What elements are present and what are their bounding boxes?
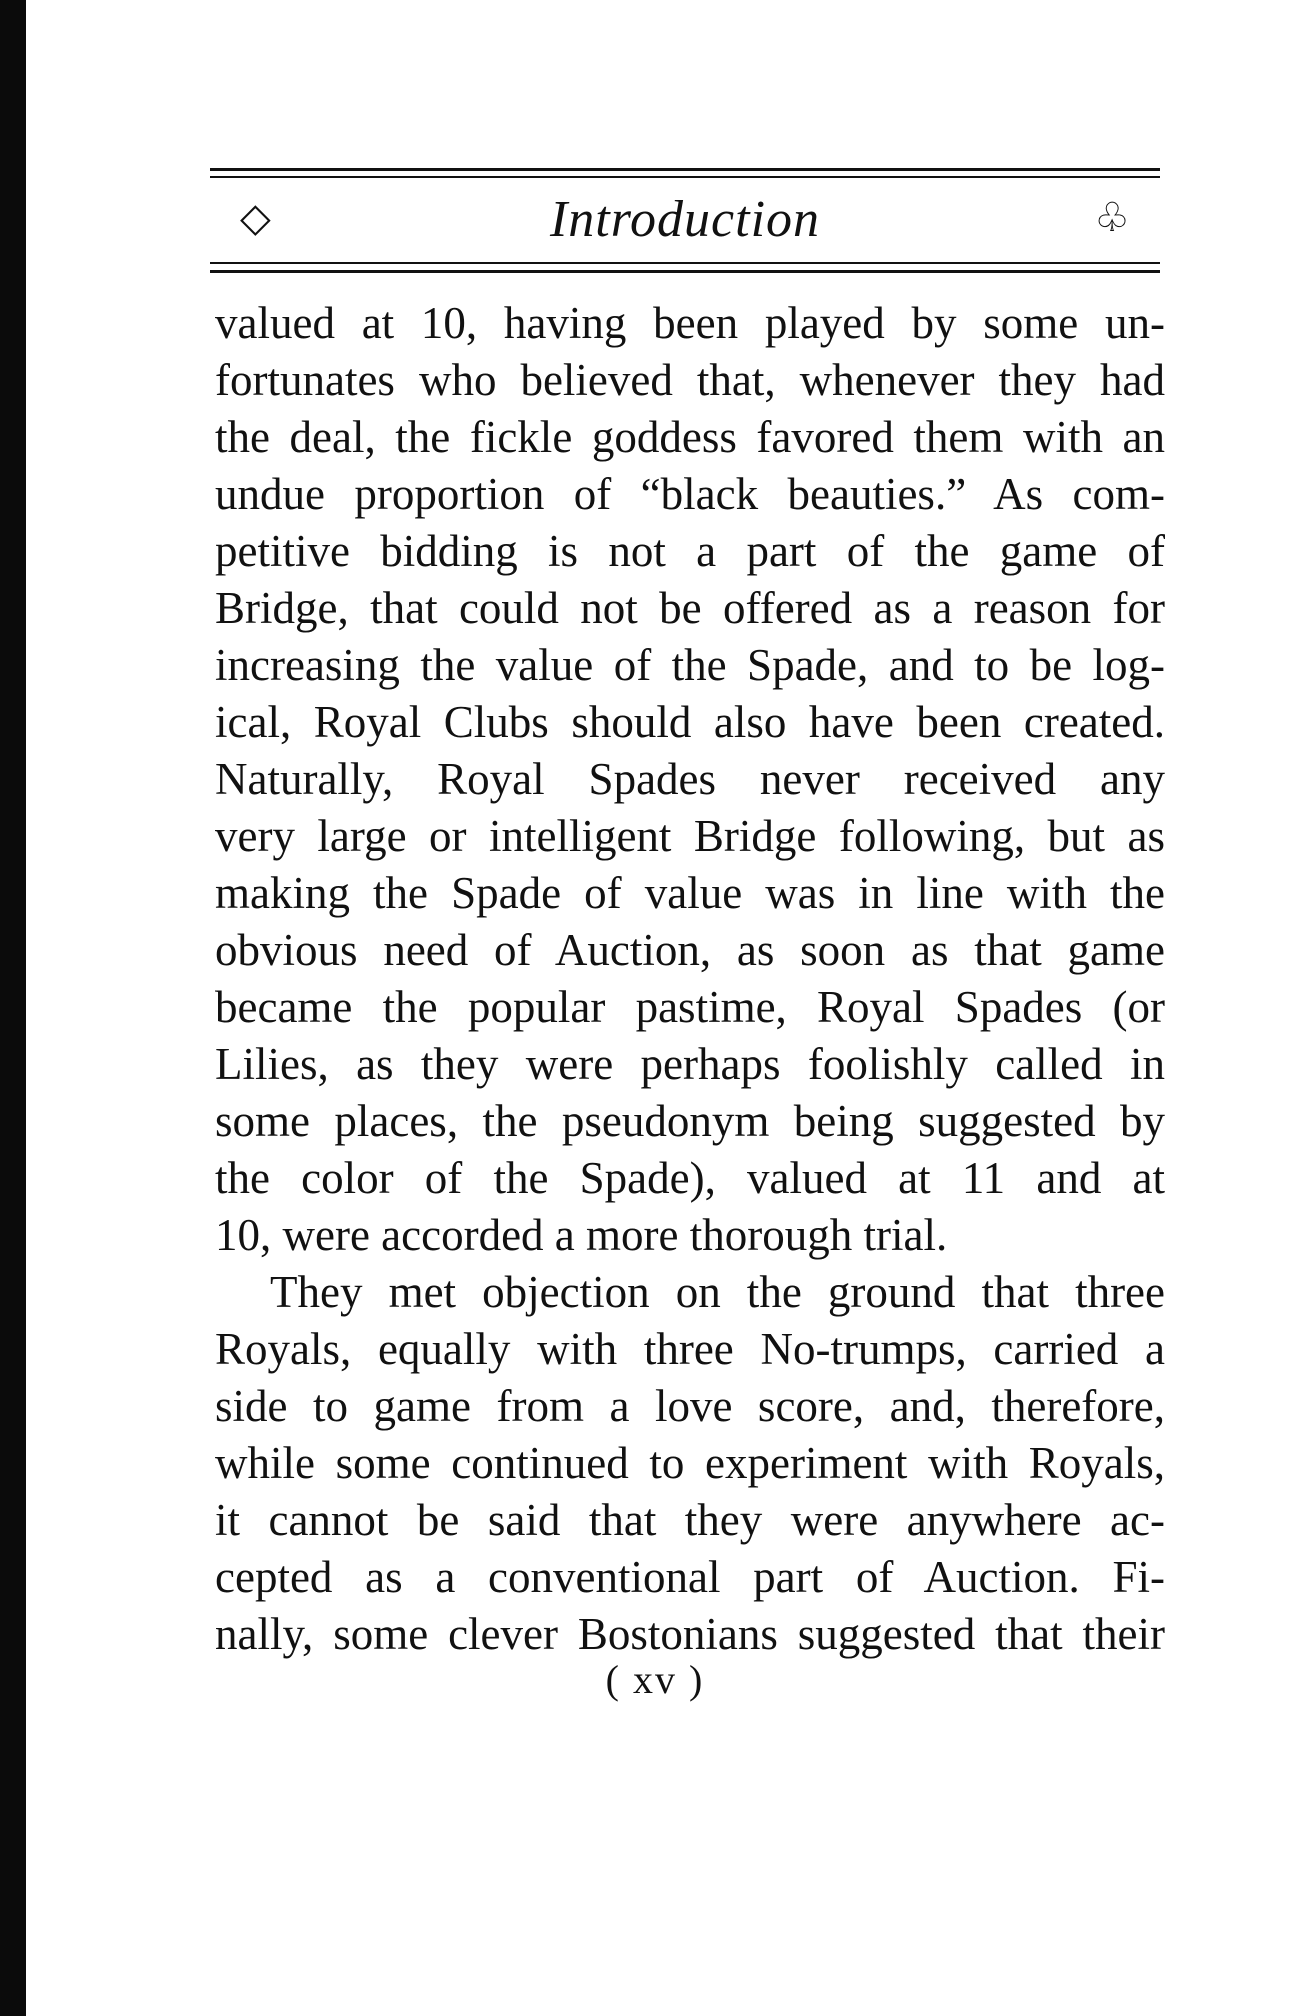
text-line: the color of the Spade), valued at 11 and at [215, 1153, 1165, 1203]
diamond-icon: ◇ [240, 195, 271, 240]
text-line: 10, were accorded a more thorough trial. [215, 1210, 948, 1260]
page-number: ( xv ) [605, 1657, 705, 1702]
text-line: Royals, equally with three No-trumps, carried a [215, 1324, 1165, 1374]
text-line: ical, Royal Clubs should also have been created. [215, 697, 1165, 747]
text-line: side to game from a love score, and, therefore, [215, 1381, 1165, 1431]
text-line: became the popular pastime, Royal Spades (or [215, 982, 1165, 1032]
text-line: increasing the value of the Spade, and to be log- [215, 640, 1165, 690]
page-title: Introduction [549, 191, 821, 248]
text-line: very large or intelligent Bridge following, but as [215, 811, 1165, 861]
header-rule-bottom [210, 270, 1160, 273]
header-rule-top-inner [210, 176, 1160, 178]
text-line: making the Spade of value was in line with the [215, 868, 1165, 918]
text-line: valued at 10, having been played by some un- [215, 298, 1165, 348]
text-line: some places, the pseudonym being suggested by [215, 1096, 1165, 1146]
text-line: Lilies, as they were perhaps foolishly called in [215, 1039, 1165, 1089]
header-rule-top [210, 168, 1160, 171]
text-line: cepted as a conventional part of Auction. Fi- [215, 1552, 1165, 1602]
text-line: fortunates who believed that, whenever they had [215, 355, 1165, 405]
text-line: petitive bidding is not a part of the game of [215, 526, 1165, 576]
text-line: while some continued to experiment with Royals, [215, 1438, 1165, 1488]
text-line: the deal, the fickle goddess favored them with an [215, 412, 1165, 462]
running-head [210, 192, 1160, 252]
scan-edge [0, 0, 26, 2016]
body-text [215, 295, 1165, 1663]
club-icon: ♧ [1094, 195, 1130, 240]
text-line: obvious need of Auction, as soon as that game [215, 925, 1165, 975]
text-line: Naturally, Royal Spades never received any [215, 754, 1165, 804]
text-line: They met objection on the ground that three [270, 1267, 1165, 1317]
text-line: Bridge, that could not be offered as a reason for [215, 583, 1165, 633]
text-line: nally, some clever Bostonians suggested that their [215, 1609, 1165, 1659]
header-rule-bottom-inner [210, 262, 1160, 264]
text-line: it cannot be said that they were anywhere ac- [215, 1495, 1165, 1545]
text-line: undue proportion of “black beauties.” As com- [215, 469, 1165, 519]
